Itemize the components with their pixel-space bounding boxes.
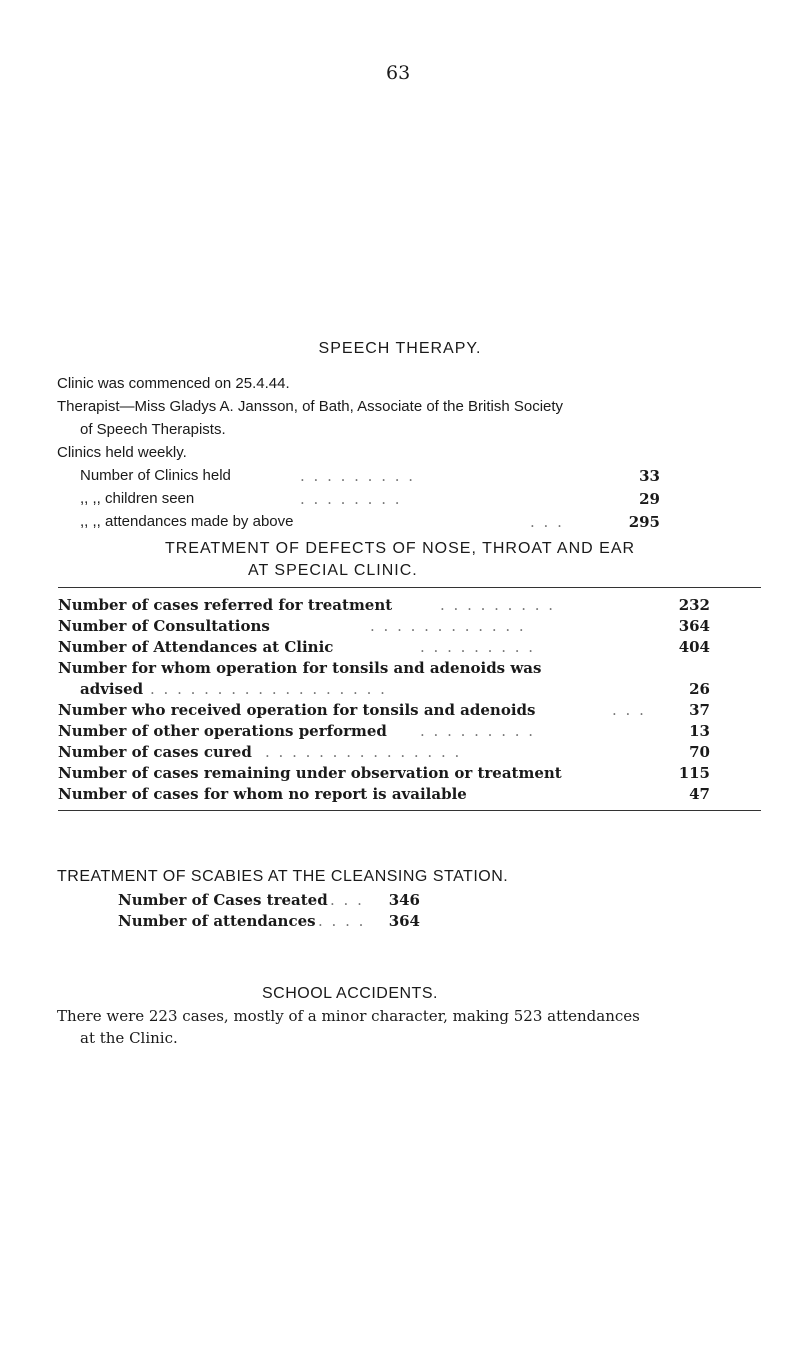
nose-row-consultations-label: Number of Consultations <box>58 617 270 635</box>
nose-row-noreport-value: 47 <box>689 785 710 803</box>
nose-row-whom-label: Number for whom operation for tonsils and adenoids was <box>58 659 542 677</box>
leader-dots: . . . <box>612 701 646 719</box>
speech-row-attendances-value: 295 <box>628 513 660 531</box>
accidents-text-line2: at the Clinic. <box>80 1029 178 1047</box>
nose-row-advised-label: advised <box>80 680 144 698</box>
nose-row-remaining-value: 115 <box>678 764 710 782</box>
leader-dots: . . . . . . . . . <box>420 722 536 740</box>
leader-dots: . . . . . . . . . . . . . . . <box>265 743 462 761</box>
table-top-rule <box>58 587 761 588</box>
scabies-heading: TREATMENT OF SCABIES AT THE CLEANSING STATION. <box>57 868 509 885</box>
nose-row-referred-value: 232 <box>678 596 710 614</box>
speech-therapy-heading: SPEECH THERAPY. <box>318 340 482 357</box>
speech-row-clinics-value: 33 <box>639 467 660 485</box>
nose-row-cured-value: 70 <box>689 743 710 761</box>
nose-throat-heading-1: TREATMENT OF DEFECTS OF NOSE, THROAT AND EAR <box>164 540 636 557</box>
leader-dots: . . . . . . . . . <box>440 596 556 614</box>
nose-row-received-label: Number who received operation for tonsils and adenoids <box>58 701 536 719</box>
school-accidents-heading: SCHOOL ACCIDENTS. <box>262 985 438 1002</box>
scabies-row-attendances-label: Number of attendances <box>118 912 316 930</box>
nose-row-referred-label: Number of cases referred for treatment <box>58 596 393 614</box>
speech-line-society: of Speech Therapists. <box>80 421 226 438</box>
speech-row-children-value: 29 <box>639 490 660 508</box>
leader-dots: . . . <box>530 513 564 531</box>
nose-row-received-value: 37 <box>689 701 710 719</box>
accidents-text-line1: There were 223 cases, mostly of a minor character, making 523 attendances <box>57 1007 640 1025</box>
leader-dots: . . . . . . . . . . . . <box>370 617 526 635</box>
page-number: 63 <box>386 62 411 84</box>
speech-line-commenced: Clinic was commenced on 25.4.44. <box>57 375 290 392</box>
nose-row-attendances-value: 404 <box>678 638 710 656</box>
nose-row-noreport-label: Number of cases for whom no report is available <box>58 785 467 803</box>
speech-row-children-label: ,, ,, children seen <box>80 490 195 507</box>
leader-dots: . . . <box>330 891 364 909</box>
nose-row-cured-label: Number of cases cured <box>58 743 252 761</box>
scabies-row-attendances-value: 364 <box>388 912 420 930</box>
leader-dots: . . . . <box>318 912 366 930</box>
scabies-row-cases-label: Number of Cases treated <box>118 891 328 909</box>
leader-dots: . . . . . . . . <box>300 490 402 508</box>
nose-throat-heading-2: AT SPECIAL CLINIC. <box>248 562 418 579</box>
table-bottom-rule <box>58 810 761 811</box>
nose-row-attendances-label: Number of Attendances at Clinic <box>58 638 334 656</box>
leader-dots: . . . . . . . . . <box>300 467 416 485</box>
speech-row-attendances-label: ,, ,, attendances made by above <box>80 513 294 530</box>
leader-dots: . . . . . . . . . . . . . . . . . . <box>150 680 387 698</box>
nose-row-operations-label: Number of other operations performed <box>58 722 387 740</box>
speech-line-therapist: Therapist—Miss Gladys A. Jansson, of Bath, Associate of the British Society <box>57 398 564 415</box>
nose-row-advised-value: 26 <box>689 680 710 698</box>
nose-row-remaining-label: Number of cases remaining under observation or treatment <box>58 764 562 782</box>
speech-line-weekly: Clinics held weekly. <box>57 444 187 461</box>
nose-row-consultations-value: 364 <box>678 617 710 635</box>
nose-row-operations-value: 13 <box>689 722 710 740</box>
leader-dots: . . . . . . . . . <box>420 638 536 656</box>
scabies-row-cases-value: 346 <box>388 891 420 909</box>
speech-row-clinics-label: Number of Clinics held <box>80 467 231 484</box>
